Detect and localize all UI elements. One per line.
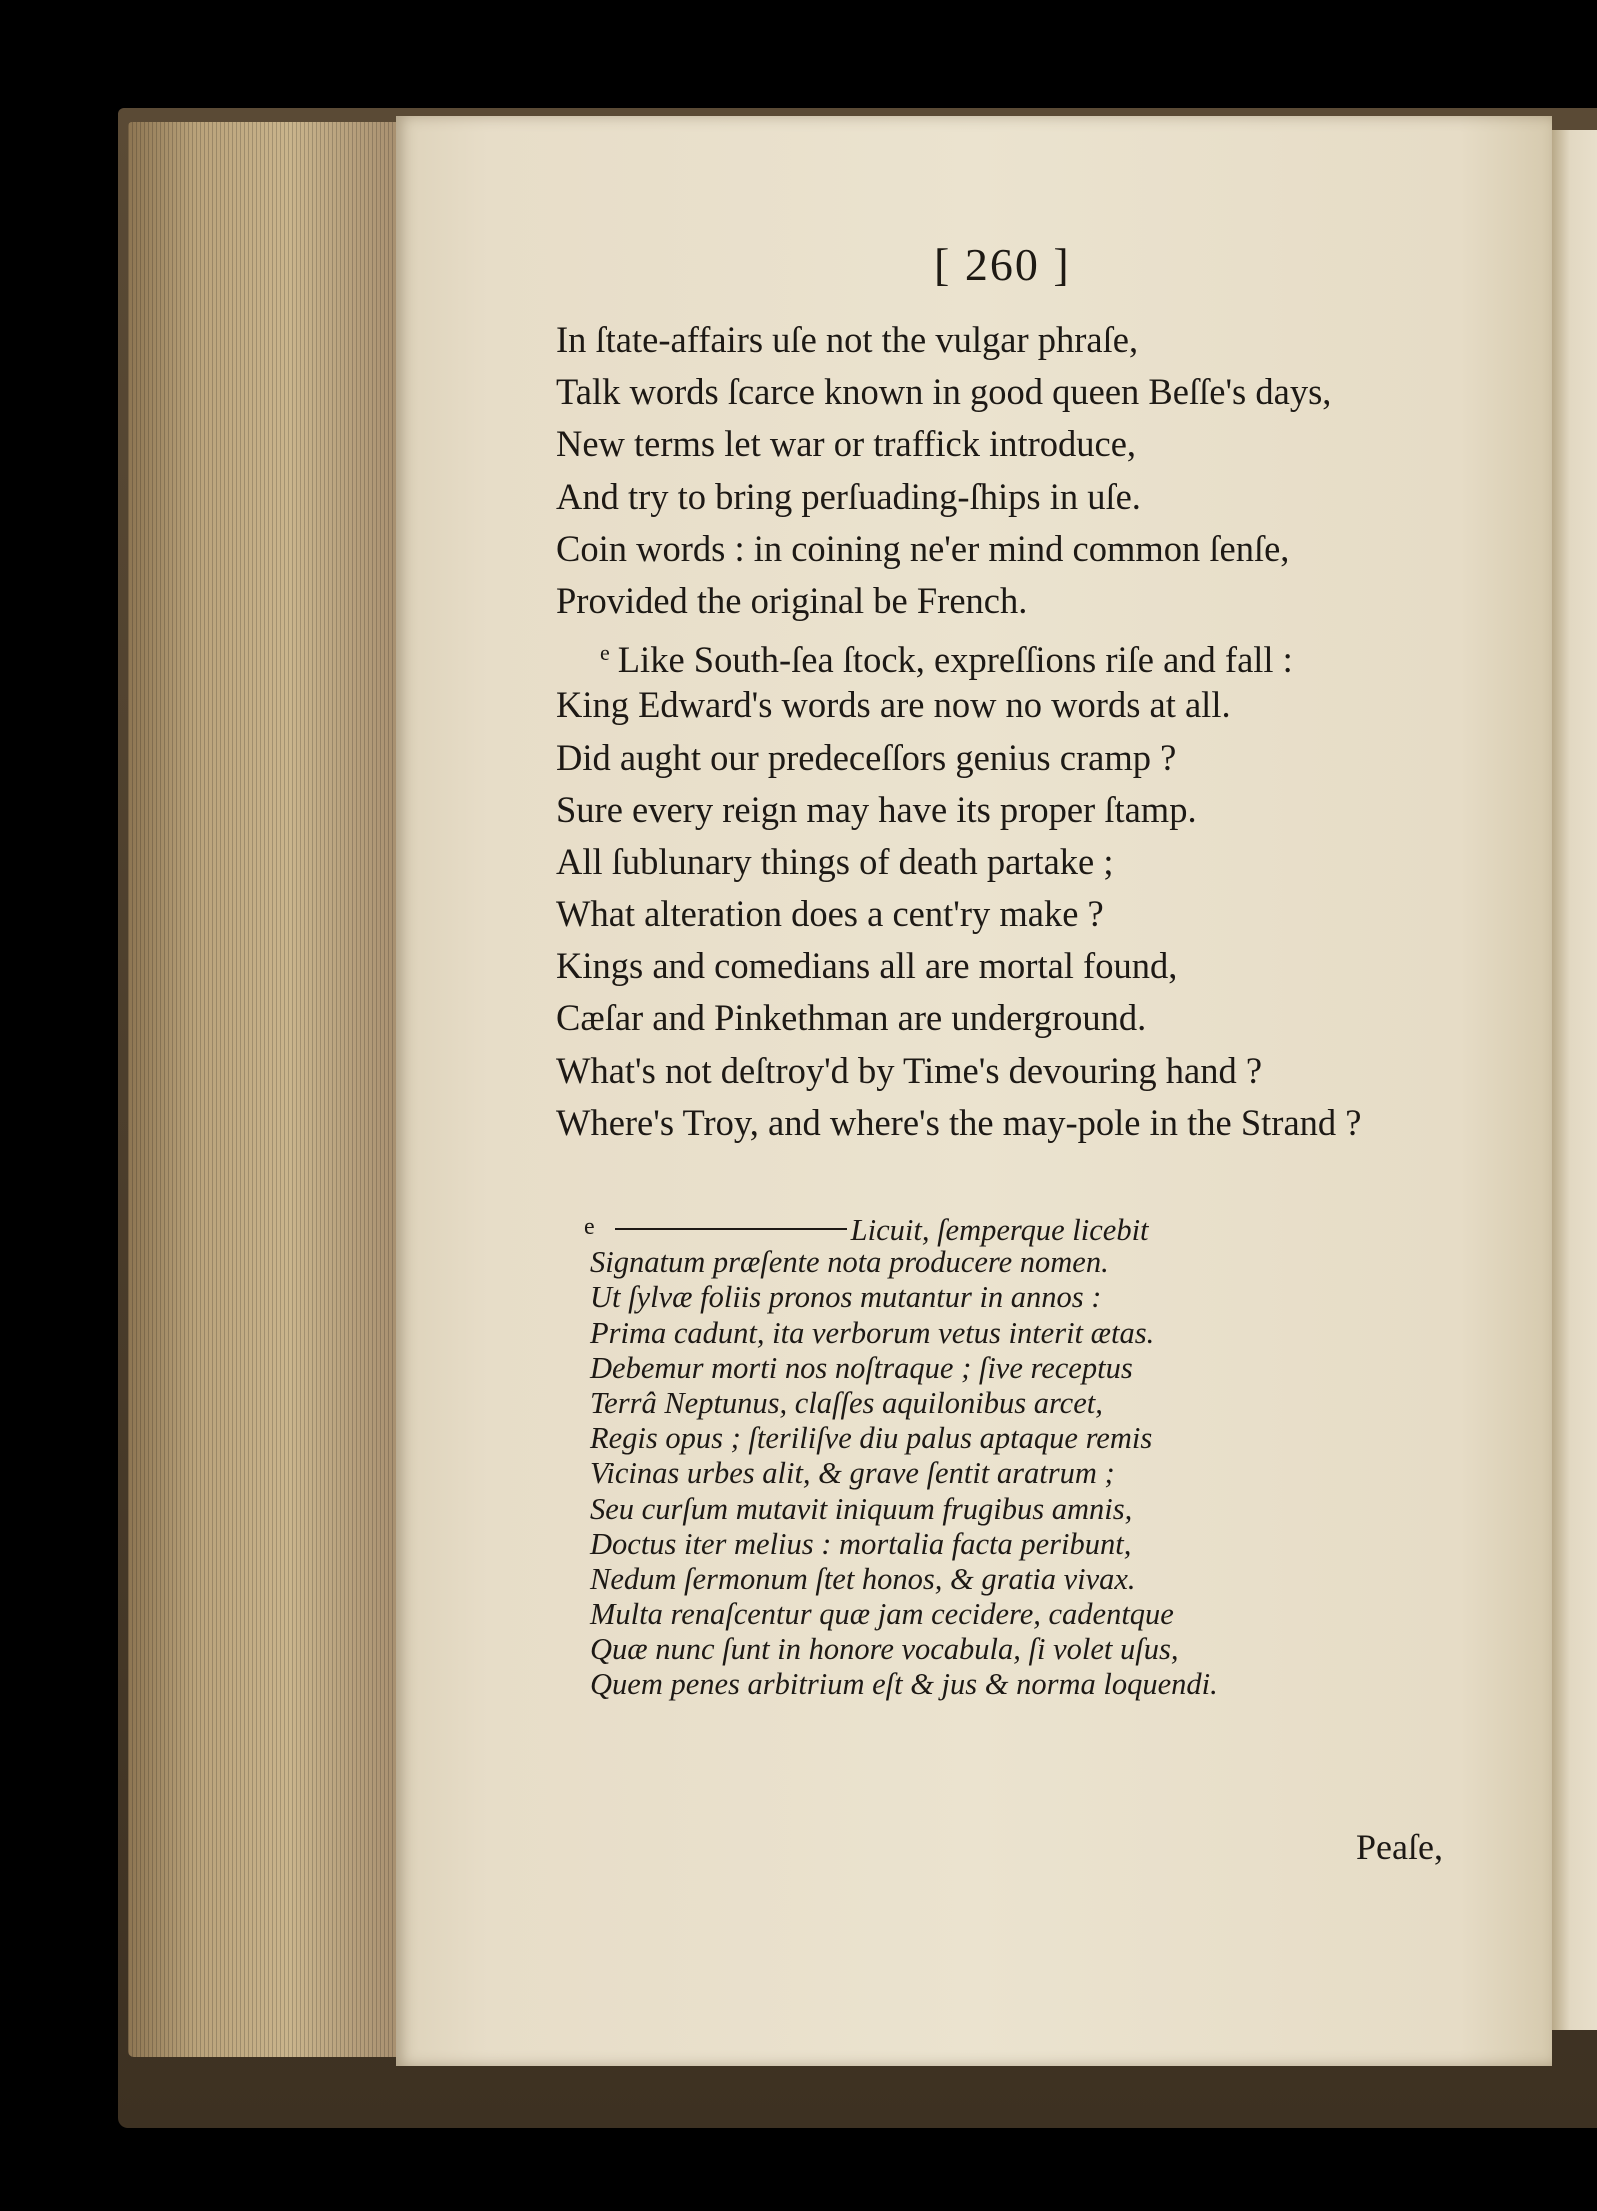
footnote-block (584, 1210, 1470, 1703)
facing-page-edge (1552, 130, 1597, 2030)
footnote-line-text: Licuit, ſemperque licebit (850, 1213, 1149, 1247)
footnote-line: Multa renaſcentur quæ jam cecidere, cadentque (590, 1597, 1174, 1632)
verse-block (556, 314, 1516, 1149)
verse-line: What alteration does a cent'ry make ? (556, 893, 1104, 935)
verse-line: Talk words ſcarce known in good queen Beſſe's days, (556, 371, 1332, 413)
footnote-reference: e (600, 640, 610, 666)
footnote-line: Prima cadunt, ita verborum vetus interit ætas. (590, 1315, 1155, 1350)
verse-line: Coin words : in coining ne'er mind common ſenſe, (556, 527, 1290, 569)
footnote-line: Seu curſum mutavit iniquum frugibus amnis, (590, 1491, 1133, 1526)
verse-line: All ſublunary things of death partake ; (556, 840, 1114, 882)
footnote-line: Quæ nunc ſunt in honore vocabula, ſi volet uſus, (590, 1632, 1179, 1667)
verse-line: In ſtate-affairs uſe not the vulgar phraſe, (556, 319, 1139, 360)
verse-line-with-note (556, 627, 1516, 679)
footnote-marker: e (584, 1214, 595, 1240)
page-number: [ 260 ] (934, 239, 1071, 290)
footnote-line: Terrâ Neptunus, claſſes aquilonibus arcet, (590, 1385, 1103, 1420)
verse-line: Provided the original be French. (556, 579, 1028, 621)
footnote-line: Quem penes arbitrium eſt & jus & norma loquendi. (590, 1667, 1218, 1702)
page-edges (128, 122, 398, 2057)
verse-line: And try to bring perſuading-ſhips in uſe. (556, 475, 1141, 517)
verse-line: Kings and comedians all are mortal found, (556, 945, 1178, 987)
catchword: Peaſe, (1356, 1827, 1443, 1867)
footnote-dash-rule (615, 1228, 847, 1230)
verse-line: Cæſar and Pinkethman are underground. (556, 997, 1147, 1039)
verse-line: King Edward's words are now no words at all. (556, 684, 1231, 726)
verse-line: New terms let war or traffick introduce, (556, 423, 1137, 465)
footnote-line: Regis opus ; ſteriliſve diu palus aptaque remis (590, 1421, 1153, 1456)
verse-line-text: Like South-ſea ſtock, expreſſions riſe and fall : (617, 639, 1293, 681)
verse-line: Where's Troy, and where's the may-pole in the Strand ? (556, 1101, 1362, 1143)
footnote-line: Signatum præſente nota producere nomen. (590, 1245, 1109, 1280)
verse-line: Did aught our predeceſſors genius cramp ? (556, 736, 1177, 778)
footnote-line: Ut ſylvæ foliis pronos mutantur in annos : (590, 1280, 1102, 1315)
footnote-line: Debemur morti nos noſtraque ; ſive receptus (590, 1350, 1133, 1385)
footnote-line: Vicinas urbes alit, & grave ſentit aratrum ; (590, 1456, 1115, 1491)
verse-line: Sure every reign may have its proper ſtamp. (556, 788, 1197, 830)
footnote-line: Nedum ſermonum ſtet honos, & gratia vivax. (590, 1561, 1136, 1596)
footnote-first-line (584, 1210, 1470, 1247)
footnote-line: Doctus iter melius : mortalia facta peribunt, (590, 1526, 1132, 1561)
verse-line: What's not deſtroy'd by Time's devouring hand ? (556, 1049, 1263, 1091)
